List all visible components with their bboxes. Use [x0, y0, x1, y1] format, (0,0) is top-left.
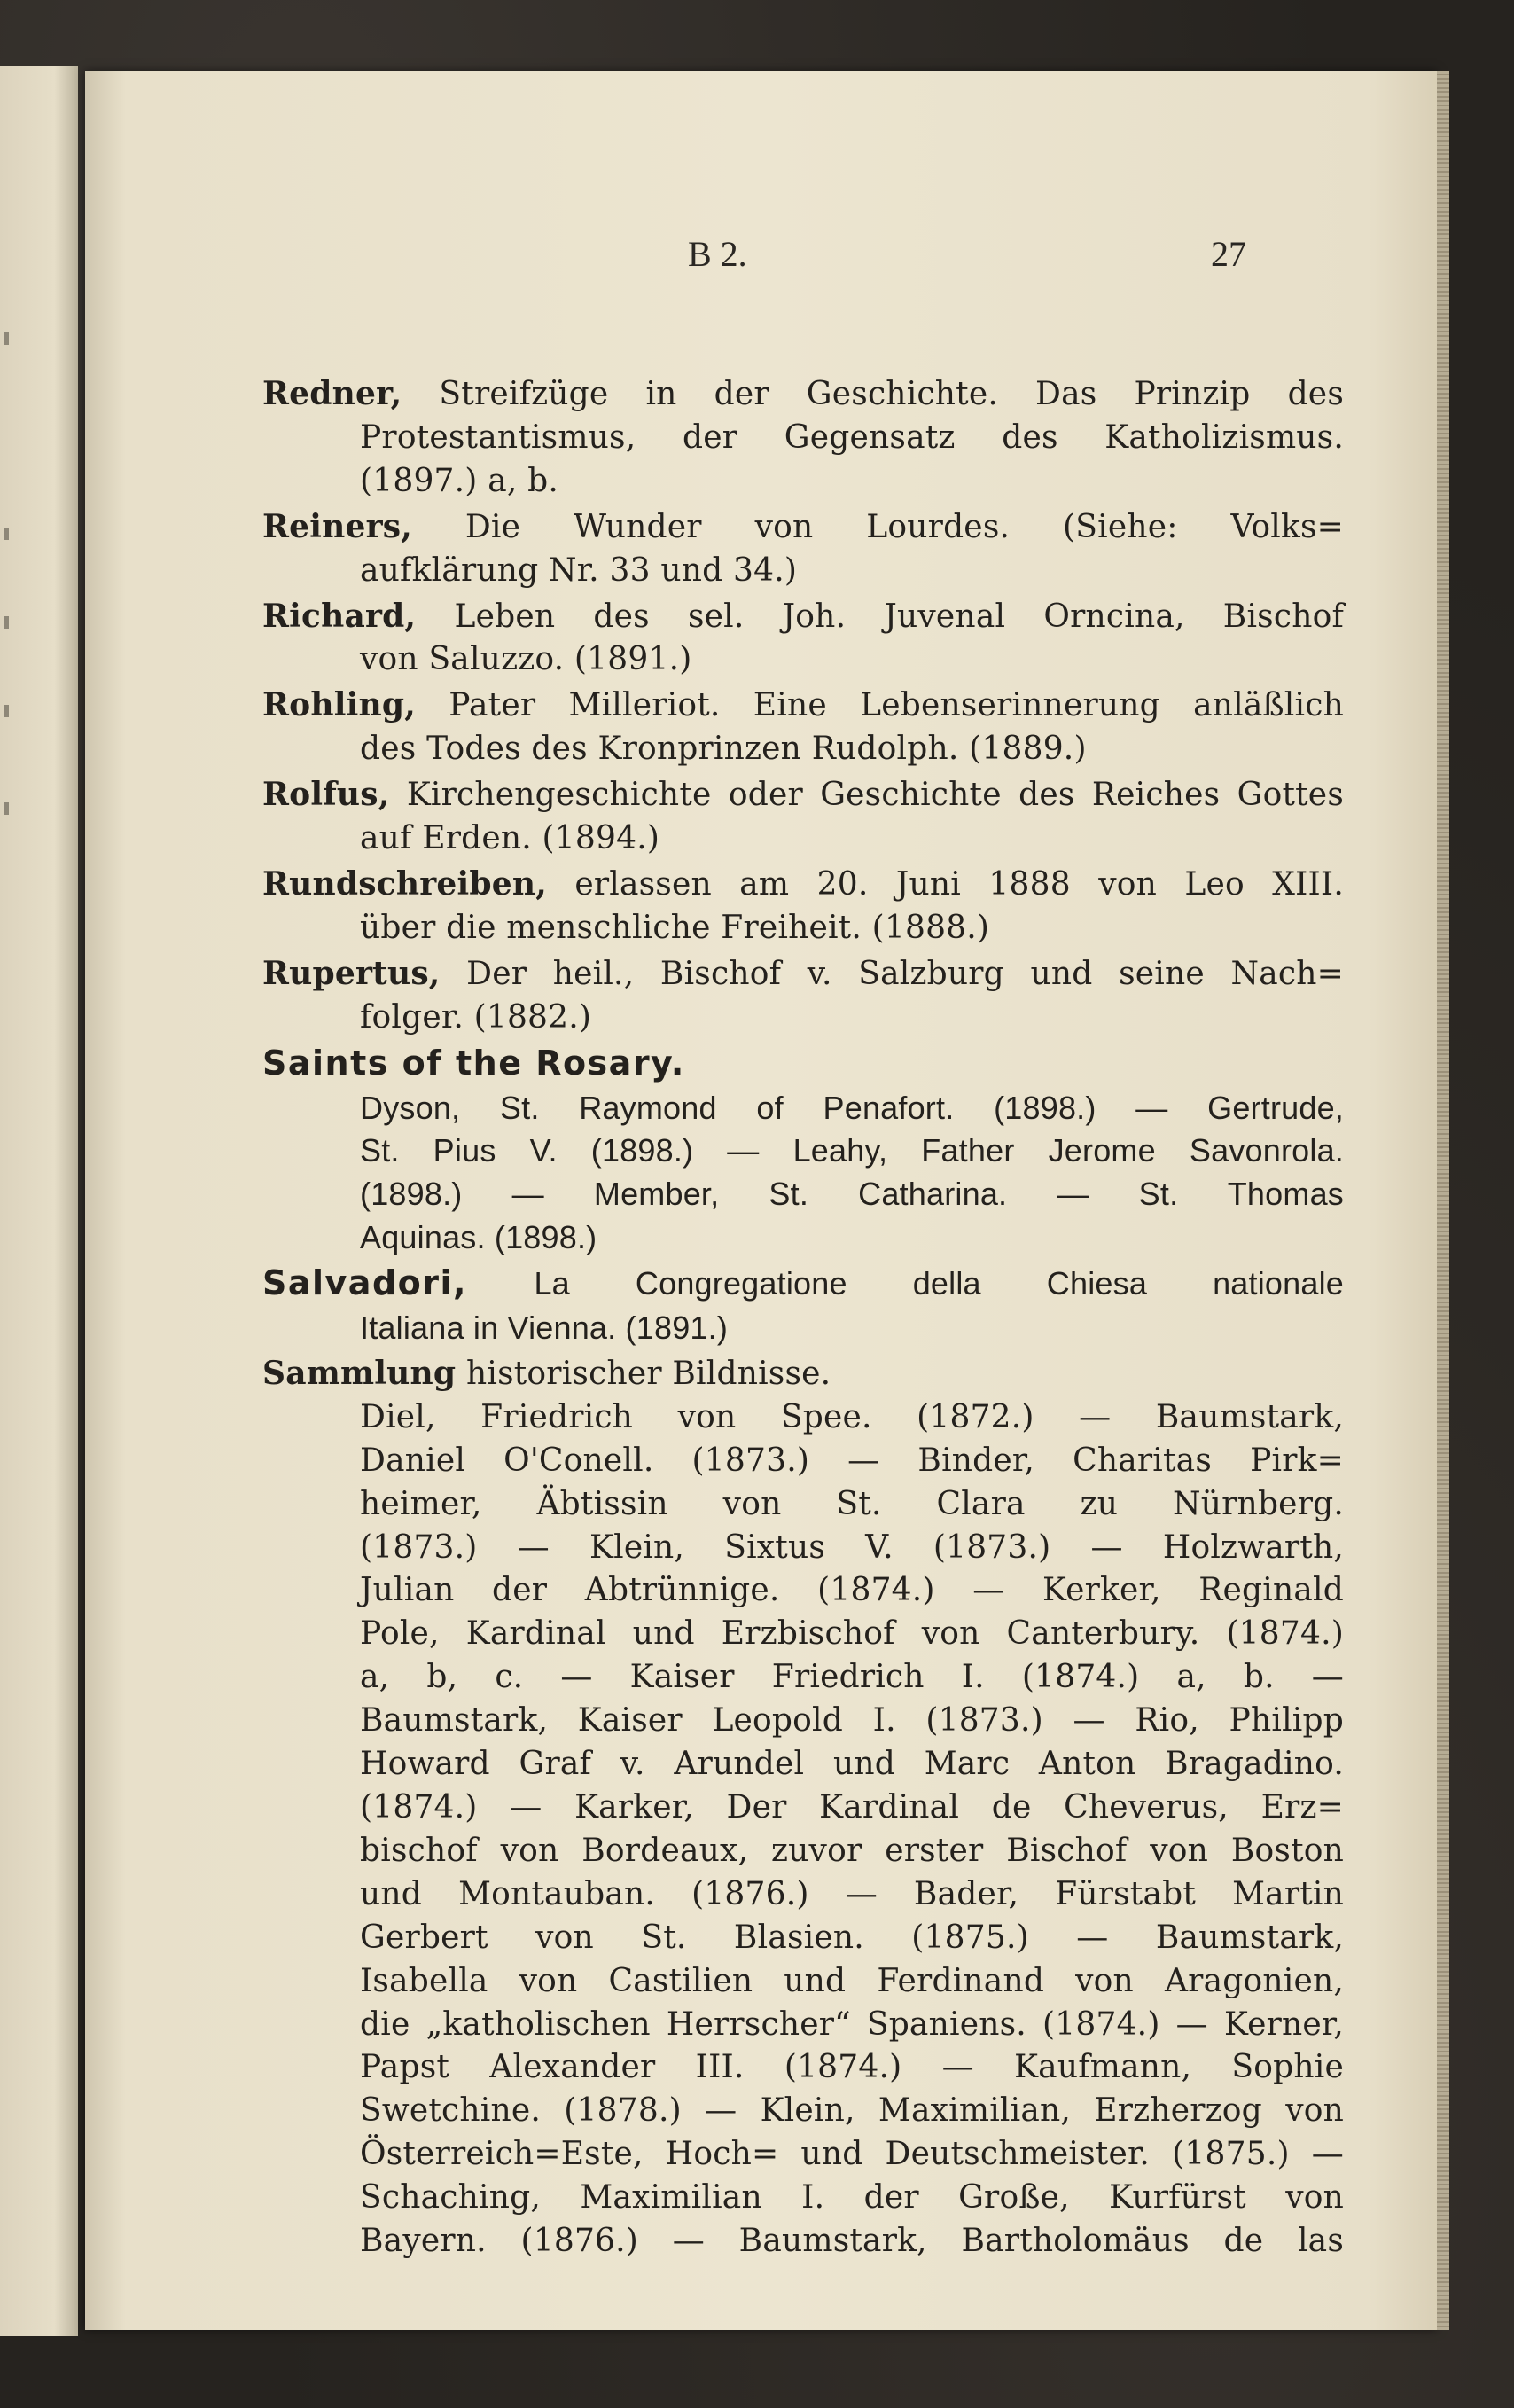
- entry-line: (1874.) — Karker, Der Kardinal de Cheverus, Erz=: [360, 1789, 1344, 1826]
- entry-head: Saints of the Rosary.: [262, 1043, 685, 1083]
- entry-sammlung: [262, 1352, 1344, 2263]
- entry-line: Schaching, Maximilian I. der Große, Kurfürst von: [360, 2179, 1344, 2216]
- entry-line: Italiana in Vienna. (1891.): [360, 1310, 729, 1347]
- entry-line: Daniel O'Conell. (1873.) — Binder, Charitas Pirk=: [360, 1442, 1344, 1479]
- left-page-mark: [4, 802, 9, 815]
- entry-line: Aquinas. (1898.): [360, 1219, 597, 1256]
- entry-line: Baumstark, Kaiser Leopold I. (1873.) — Rio, Philipp: [360, 1702, 1344, 1740]
- entry-line: Österreich=Este, Hoch= und Deutschmeister. (1875.) —: [360, 2136, 1344, 2173]
- left-page-mark: [4, 528, 9, 540]
- entry-line: bischof von Bordeaux, zuvor erster Bischof von Boston: [360, 1832, 1344, 1869]
- entry-line: a, b, c. — Kaiser Friedrich I. (1874.) a, b. —: [360, 1659, 1344, 1696]
- entry-line: über die menschliche Freiheit. (1888.): [360, 909, 990, 946]
- entry-line: (1873.) — Klein, Sixtus V. (1873.) — Holzwarth,: [360, 1528, 1344, 1566]
- entry-saints-of-the-rosary: [262, 1042, 1344, 1261]
- entry-head: Salvadori,: [262, 1263, 467, 1303]
- entry-line: die „katholischen Herrscher“ Spaniens. (1874.) — Kerner,: [360, 2005, 1344, 2043]
- entry-redner: [262, 372, 1344, 504]
- entry-head: Rupertus,: [262, 954, 441, 992]
- entry-line: Pater Milleriot. Eine Lebenserinnerung anläßlich: [449, 687, 1344, 724]
- entry-line: Gerbert von St. Blasien. (1875.) — Baumstark,: [360, 1919, 1344, 1956]
- entry-line: des Todes des Kronprinzen Rudolph. (1889.): [360, 731, 1087, 768]
- entry-line: Kirchengeschichte oder Geschichte des Reiches Gottes: [406, 777, 1344, 814]
- entry-line: Streifzüge in der Geschichte. Das Prinzip des: [439, 376, 1344, 412]
- entry-line: Julian der Abtrünnige. (1874.) — Kerker, Reginald: [360, 1572, 1344, 1609]
- entry-head: Sammlung: [262, 1354, 457, 1392]
- left-page-mark: [4, 705, 9, 717]
- page-number: 27: [1211, 234, 1246, 274]
- page-edge: [1437, 71, 1449, 2330]
- entry-line: Pole, Kardinal und Erzbischof von Canterbury. (1874.): [360, 1615, 1344, 1653]
- entry-line: auf Erden. (1894.): [360, 820, 660, 857]
- entry-rupertus: [262, 952, 1344, 1040]
- entry-line: erlassen am 20. Juni 1888 von Leo XIII.: [574, 865, 1344, 903]
- left-page-mark: [4, 332, 9, 345]
- entry-line: (1898.) — Member, St. Catharina. — St. Thomas: [360, 1176, 1344, 1213]
- entry-line: Diel, Friedrich von Spee. (1872.) — Baumstark,: [360, 1398, 1344, 1435]
- signature-mark: B 2.: [688, 234, 747, 274]
- entry-rohling: [262, 684, 1344, 771]
- entry-line: St. Pius V. (1898.) — Leahy, Father Jerome Savonrola.: [360, 1132, 1344, 1169]
- book-page: [85, 71, 1437, 2330]
- entry-line: Papst Alexander III. (1874.) — Kaufmann, Sophie: [360, 2049, 1344, 2086]
- entry-line: La Congregatione della Chiesa nationale: [534, 1265, 1344, 1302]
- entry-rundschreiben: [262, 863, 1344, 950]
- entry-line: und Montauban. (1876.) — Bader, Fürstabt Martin: [360, 1875, 1344, 1912]
- entry-line: Dyson, St. Raymond of Penafort. (1898.) — Gertrude,: [360, 1089, 1344, 1126]
- entry-line: Protestantismus, der Gegensatz des Katholizismus.: [360, 418, 1344, 456]
- entry-line: von Saluzzo. (1891.): [360, 641, 692, 678]
- entry-head: Rolfus,: [262, 776, 390, 814]
- entry-line: Bayern. (1876.) — Baumstark, Bartholomäus de las: [360, 2223, 1344, 2260]
- entry-line: historischer Bildnisse.: [465, 1355, 831, 1392]
- entry-line: Swetchine. (1878.) — Klein, Maximilian, Erzherzog von: [360, 2092, 1344, 2130]
- entry-list: [262, 372, 1344, 2265]
- entry-head: Reiners,: [262, 507, 412, 545]
- left-page-mark: [4, 616, 9, 629]
- entry-line: Die Wunder von Lourdes. (Siehe: Volks=: [464, 508, 1344, 545]
- left-page-edge: [0, 66, 78, 2336]
- entry-head: Rohling,: [262, 686, 416, 724]
- entry-head: Rundschreiben,: [262, 864, 547, 903]
- entry-line: aufklärung Nr. 33 und 34.): [360, 551, 798, 589]
- entry-head: Redner,: [262, 375, 402, 412]
- entry-line: Howard Graf v. Arundel und Marc Anton Bragadino.: [360, 1746, 1344, 1783]
- entry-line: folger. (1882.): [360, 998, 592, 1036]
- entry-line: Leben des sel. Joh. Juvenal Orncina, Bischof: [454, 598, 1344, 635]
- entry-line: (1897.) a, b.: [360, 462, 559, 499]
- entry-head: Richard,: [262, 597, 417, 635]
- page-header: [85, 233, 1437, 286]
- entry-line: Isabella von Castilien und Ferdinand von Aragonien,: [360, 1962, 1344, 1999]
- entry-line: Der heil., Bischof v. Salzburg und seine Nach=: [466, 955, 1344, 992]
- entry-reiners: [262, 505, 1344, 593]
- entry-richard: [262, 595, 1344, 683]
- entry-line: heimer, Äbtissin von St. Clara zu Nürnberg.: [360, 1485, 1344, 1522]
- entry-rolfus: [262, 773, 1344, 861]
- entry-salvadori: [262, 1262, 1344, 1350]
